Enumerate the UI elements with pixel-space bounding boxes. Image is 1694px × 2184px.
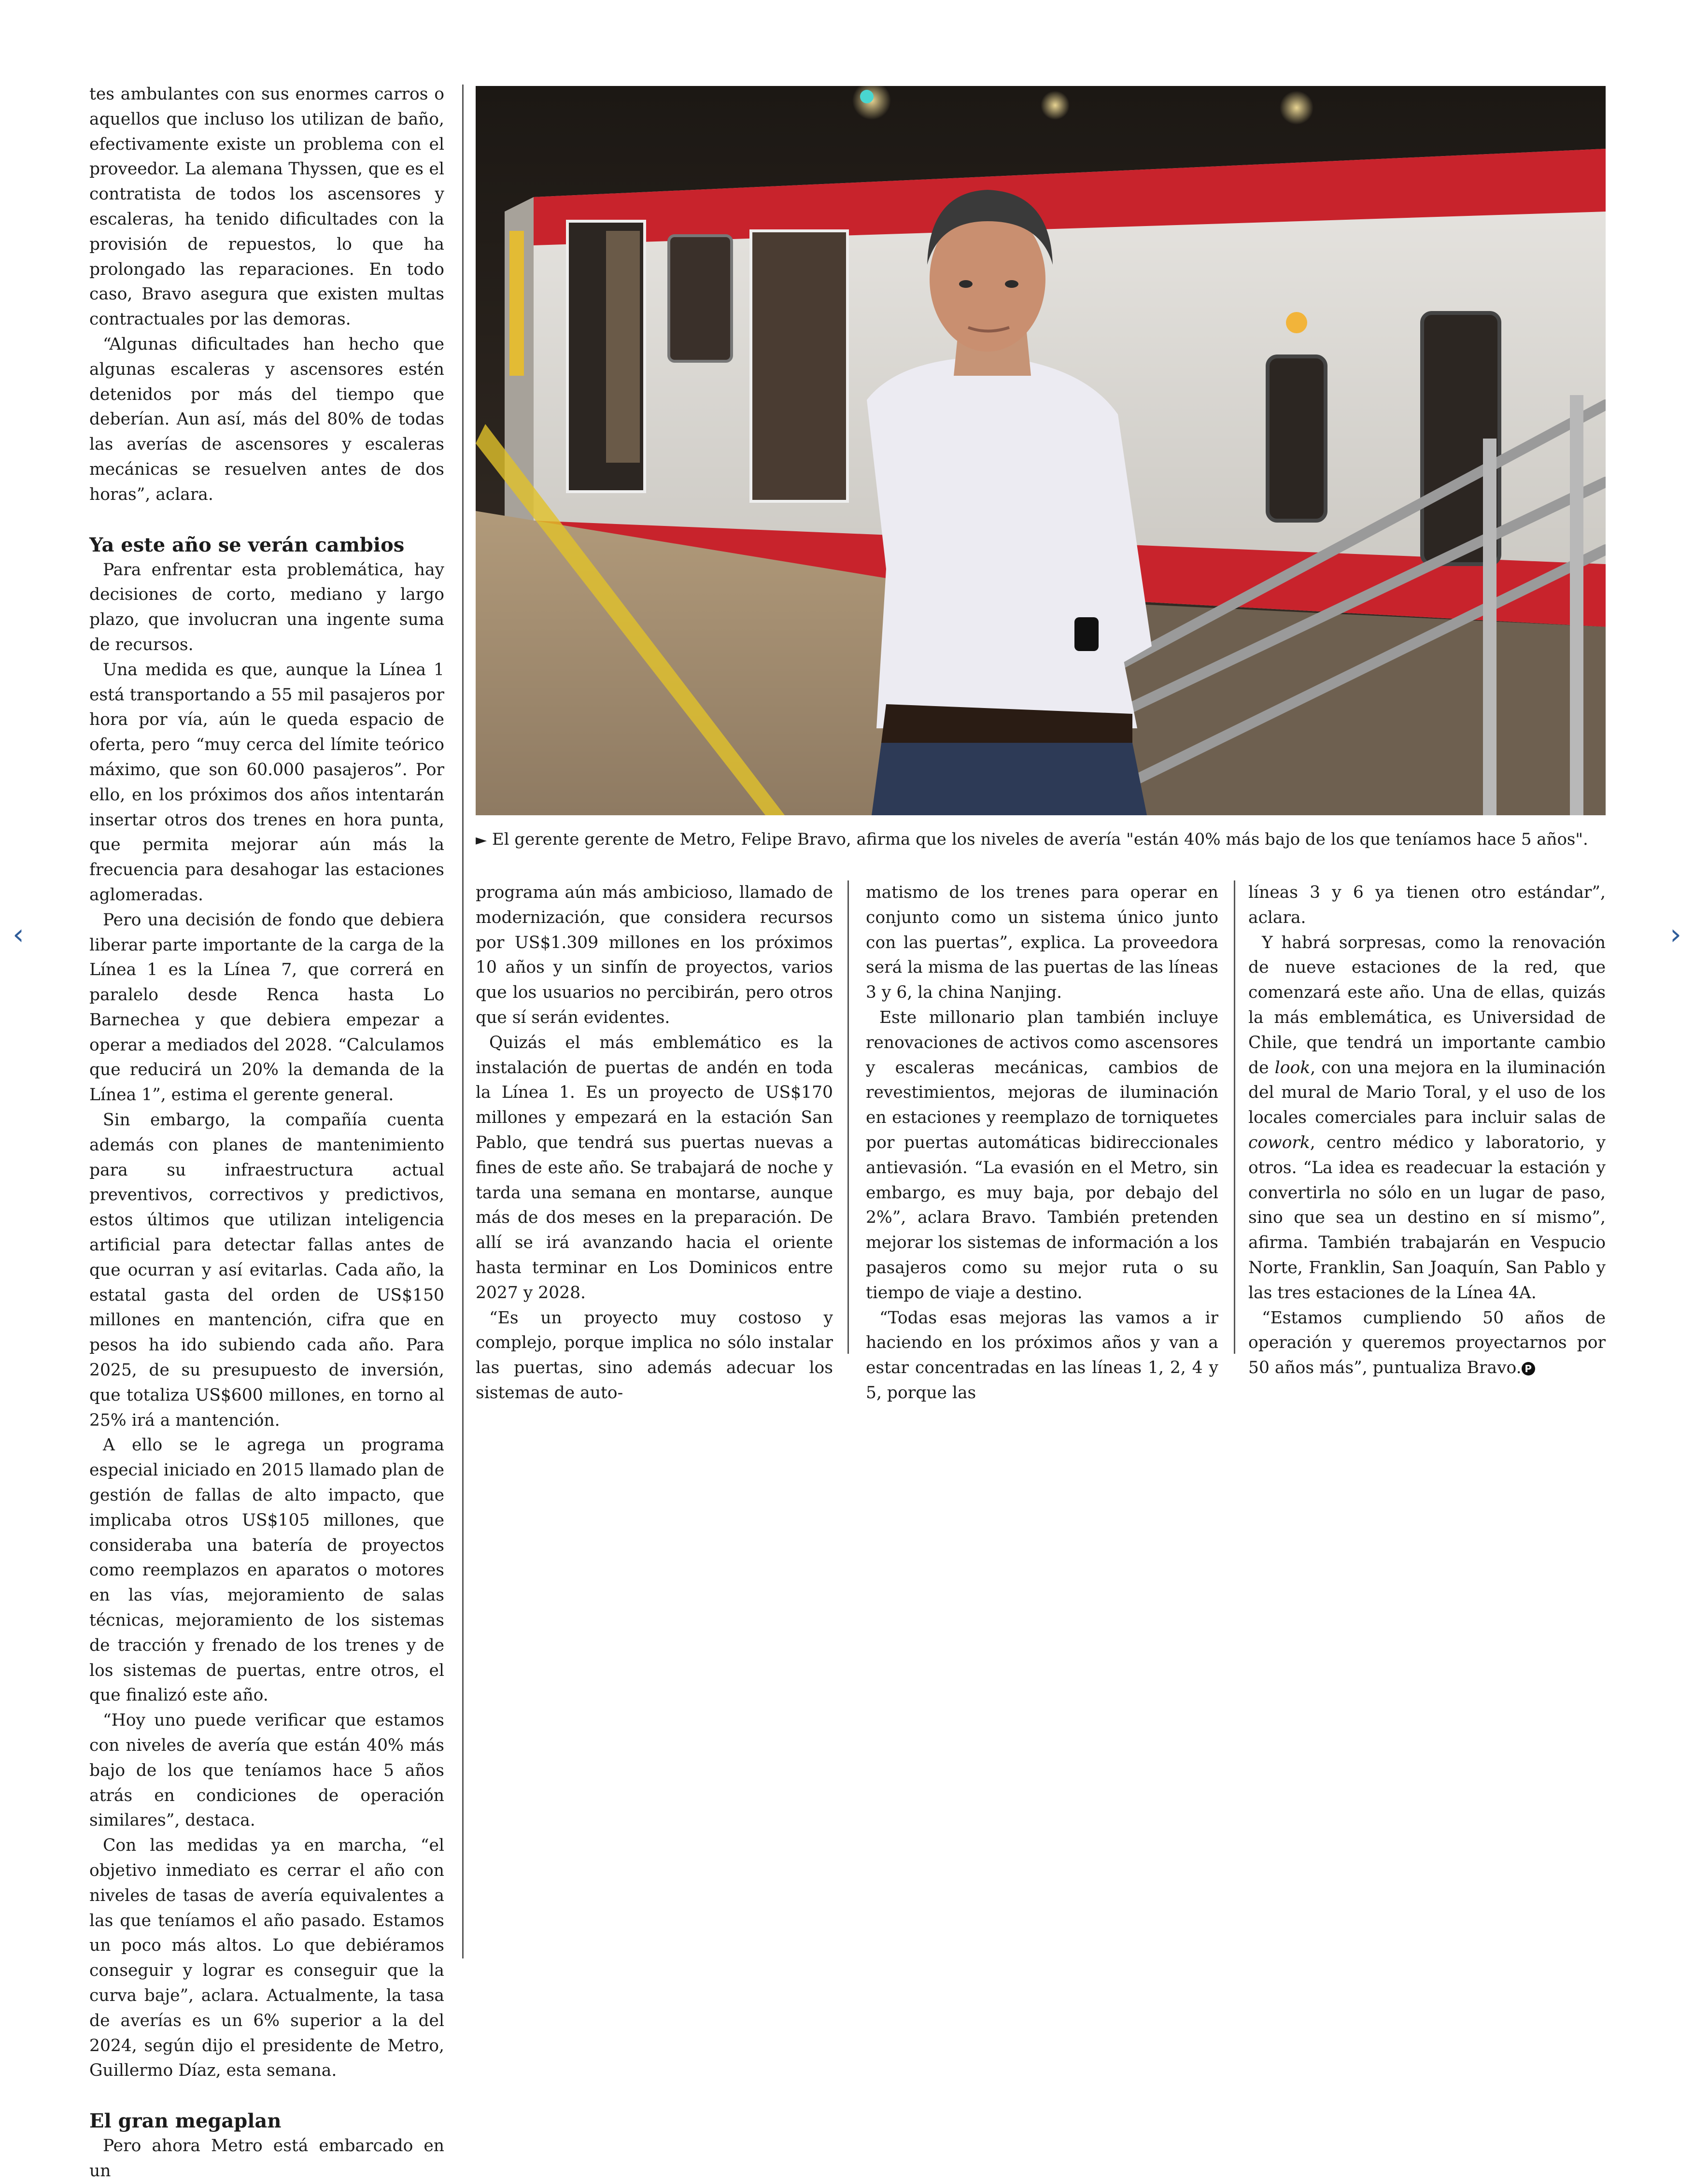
article-column-1 [89, 82, 444, 2184]
next-page-button[interactable] [1661, 920, 1690, 949]
paragraph: “Todas esas mejoras las vamos a ir haciendo en los próximos años y van a estar concentradas en las líneas 1, 2, 4 y 5, porque las [866, 1308, 1218, 1403]
paragraph: líneas 3 y 6 ya tienen otro estándar”, aclara. [1248, 883, 1606, 927]
paragraph: Una medida es que, aunque la Línea 1 está transportando a 55 mil pasajeros por hora por vía, aún le queda espacio de oferta, pero “muy cerca del límite teórico máximo, que son 60.000 pasajeros”. Por ello, en los próximos dos años intentarán insertar otros dos trenes en hora punta, que permita mejorar aún más la frecuencia para desahogar las estaciones aglomeradas. [89, 660, 444, 905]
photo-illustration [476, 86, 1606, 815]
paragraph: Quizás el más emblemático es la instalación de puertas de andén en toda la Línea 1. Es un proyecto de US$170 millones y empezará en la estación San Pablo, que tendrá sus puertas nuevas a fines de este año. Se trabajará de noche y tarda una semana en montarse, aunque más de dos meses en la preparación. De allí se irá avanzando hacia el oriente hasta terminar en Los Dominicos entre 2027 y 2028. [476, 1033, 833, 1303]
end-of-article-icon: P [1522, 1362, 1535, 1376]
photo-caption [476, 827, 1606, 853]
paragraph: Y habrá sorpresas, como la renovación de nueve estaciones de la red, que comenzará este año. Una de ellas, quizás la más emblemática, es Universidad de Chile, que tendrá un importante cambio de look, con una mejora en la iluminación del mural de Mario Toral, y el uso de los locales comerciales para incluir salas de cowork, centro médico y laboratorio, y otros. “La idea es readecuar la estación y convertirla no sólo en un lugar de paso, sino que sea un destino en sí mismo”, afirma. También trabajarán en Vespucio Norte, Franklin, San Joaquín, San Pablo y las tres estaciones de la Línea 4A. [1248, 933, 1606, 1303]
paragraph: Con las medidas ya en marcha, “el objetivo inmediato es cerrar el año con niveles de tasas de avería equivalentes a las que teníamos el año pasado. Estamos un poco más altos. Lo que debiéramos conseguir y lograr es conseguir que la curva baje”, aclara. Actualmente, la tasa de averías es un 6% superior a la del 2024, según dijo el presidente de Metro, Guillermo Díaz, esta semana. [89, 1836, 444, 2081]
article-column-4 [1248, 880, 1606, 1381]
paragraph: Pero ahora Metro está embarcado en un [89, 2136, 444, 2181]
paragraph: matismo de los trenes para operar en conjunto como un sistema único junto con las puertas”, explica. La proveedora será la misma de las puertas de las líneas 3 y 6, la china Nanjing. [866, 883, 1218, 1003]
paragraph: “Estamos cumpliendo 50 años de operación y queremos proyectarnos por 50 años más”, puntualiza Bravo. P [1248, 1308, 1606, 1378]
subheading-megaplan: El gran megaplan [89, 2110, 282, 2133]
paragraph: “Algunas dificultades han hecho que algunas escaleras y ascensores estén detenidos por más del tiempo que deberían. Aun así, más del 80% de todas las averías de ascensores y escaleras mecánicas se resuelven antes de dos horas”, aclara. [89, 334, 444, 504]
article-column-2 [476, 880, 833, 1406]
paragraph: “Hoy uno puede verificar que estamos con niveles de avería que están 40% más bajo de los que teníamos hace 5 años atrás en condiciones de operación similares”, destaca. [89, 1711, 444, 1830]
chevron-left-icon: ‹ [13, 918, 24, 951]
chevron-right-icon: › [1670, 918, 1681, 951]
paragraph: Pero una decisión de fondo que debiera liberar parte importante de la carga de la Línea 1 es la Línea 7, que correrá en paralelo desde Renca hasta Lo Barnechea y que debiera empezar a operar a mediados del 2028. “Calculamos que reducirá un 20% la demanda de la Línea 1”, estima el gerente general. [89, 910, 444, 1105]
column-rule [1234, 880, 1235, 1354]
paragraph: A ello se le agrega un programa especial iniciado en 2015 llamado plan de gestión de fallas de alto impacto, que implicaba otros US$105 millones, que consideraba una batería de proyectos como reemplazos en aparatos o motores en las vías, mejoramiento de salas técnicas, mejoramiento de los sistemas de tracción y frenado de los trenes y de los sistemas de puertas, entre otros, el que finalizó este año. [89, 1435, 444, 1705]
article-column-3 [866, 880, 1218, 1406]
photo-metro-manager [476, 86, 1606, 815]
subheading-cambios: Ya este año se verán cambios [89, 533, 405, 556]
paragraph: programa aún más ambicioso, llamado de modernización, que considera recursos por US$1.309 millones en los próximos 10 años y un sinfín de proyectos, varios que los usuarios no percibirán, pero otros que sí serán evidentes. [476, 883, 833, 1027]
paragraph: tes ambulantes con sus enormes carros o aquellos que incluso los utilizan de baño, efectivamente existe un problema con el proveedor. La alemana Thyssen, que es el contratista de todos los ascensores y escaleras, ha tenido dificultades con la provisión de repuestos, lo que ha prolongado las reparaciones. En todo caso, Bravo asegura que existen multas contractuales por las demoras. [89, 85, 444, 329]
column-rule [462, 85, 464, 1958]
caption-marker-icon: ► [476, 832, 487, 849]
paragraph: Este millonario plan también incluye renovaciones de activos como ascensores y escaleras mecánicas, cambios de revestimientos, mejoras de iluminación en estaciones y reemplazo de torniquetes por puertas automáticas bidireccionales antievasión. “La evasión en el Metro, sin embargo, es muy baja, por debajo del 2%”, aclara Bravo. También pretenden mejorar los sistemas de información a los pasajeros como su mejor ruta o su tiempo de viaje a destino. [866, 1007, 1218, 1303]
paragraph: “Es un proyecto muy costoso y complejo, porque implica no sólo instalar las puertas, sino además adecuar los sistemas de auto- [476, 1308, 833, 1403]
caption-text: El gerente gerente de Metro, Felipe Bravo, afirma que los niveles de avería "están 40% más bajo de los que teníamos hace 5 años". [492, 830, 1588, 849]
paragraph: Para enfrentar esta problemática, hay decisiones de corto, mediano y largo plazo, que involucran una ingente suma de recursos. [89, 560, 444, 654]
prev-page-button[interactable] [4, 920, 33, 949]
column-rule [847, 880, 849, 1354]
paragraph: Sin embargo, la compañía cuenta además con planes de mantenimiento para su infraestructura actual preventivos, correctivos y predictivos, estos últimos que utilizan inteligencia artificial para detectar fallas antes de que ocurran y así evitarlas. Cada año, la estatal gasta del orden de US$150 millones en mantención, cifra que en pesos ha ido subiendo cada año. Para 2025, de su presupuesto de inversión, que totaliza US$600 millones, en torno al 25% irá a mantención. [89, 1110, 444, 1430]
